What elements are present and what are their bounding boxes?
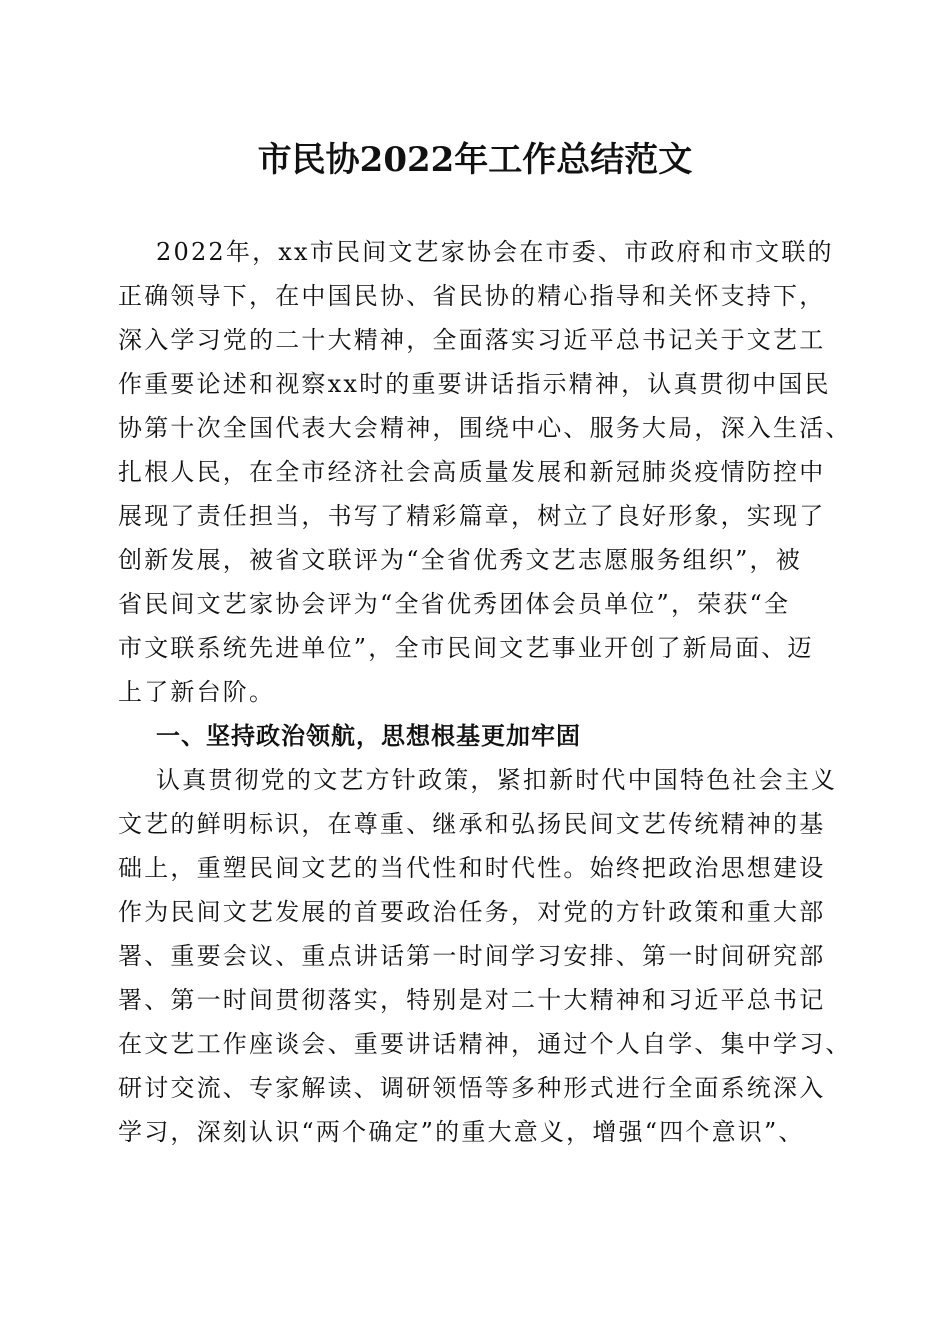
paragraph-line: 础上，重塑民间文艺的当代性和时代性。始终把政治思想建设 <box>118 854 826 882</box>
paragraph-line: 上了新台阶。 <box>118 678 276 706</box>
paragraph-line: 市文联系统先进单位”，全市民间文艺事业开创了新局面、迈 <box>118 634 814 662</box>
document-title: 市民协2022年工作总结范文 <box>257 140 693 180</box>
paragraph-line: 深入学习党的二十大精神，全面落实习近平总书记关于文艺工 <box>118 326 826 354</box>
intro-paragraph <box>118 230 852 714</box>
paragraph-line: 在文艺工作座谈会、重要讲话精神，通过个人自学、集中学习、 <box>118 1030 852 1058</box>
document-body <box>118 230 852 1154</box>
paragraph-line: 2022年，xx市民间文艺家协会在市委、市政府和市文联的 <box>156 238 834 266</box>
paragraph-line: 展现了责任担当，书写了精彩篇章，树立了良好形象，实现了 <box>118 502 826 530</box>
paragraph-line: 协第十次全国代表大会精神，围绕中心、服务大局，深入生活、 <box>118 414 852 442</box>
paragraph-line: 扎根人民，在全市经济社会高质量发展和新冠肺炎疫情防控中 <box>118 458 826 486</box>
paragraph-line: 创新发展，被省文联评为“全省优秀文艺志愿服务组织”，被 <box>118 546 802 574</box>
paragraph-line: 作重要论述和视察xx时的重要讲话指示精神，认真贯彻中国民 <box>118 370 831 398</box>
paragraph-line: 署、重要会议、重点讲话第一时间学习安排、第一时间研究部 <box>118 942 826 970</box>
section1-paragraph <box>118 758 852 1154</box>
paragraph-line: 省民间文艺家协会评为“全省优秀团体会员单位”，荣获“全 <box>118 590 791 618</box>
paragraph-line: 认真贯彻党的文艺方针政策，紧扣新时代中国特色社会主义 <box>156 766 838 794</box>
paragraph-line: 正确领导下，在中国民协、省民协的精心指导和关怀支持下， <box>118 282 826 310</box>
paragraph-line: 研讨交流、专家解读、调研领悟等多种形式进行全面系统深入 <box>118 1074 826 1102</box>
section-heading: 一、坚持政治领航，思想根基更加牢固 <box>156 722 581 750</box>
paragraph-line: 文艺的鲜明标识，在尊重、继承和弘扬民间文艺传统精神的基 <box>118 810 826 838</box>
paragraph-line: 署、第一时间贯彻落实，特别是对二十大精神和习近平总书记 <box>118 986 826 1014</box>
paragraph-line: 学习，深刻认识“两个确定”的重大意义，增强“四个意识”、 <box>118 1118 805 1146</box>
paragraph-line: 作为民间文艺发展的首要政治任务，对党的方针政策和重大部 <box>118 898 826 926</box>
